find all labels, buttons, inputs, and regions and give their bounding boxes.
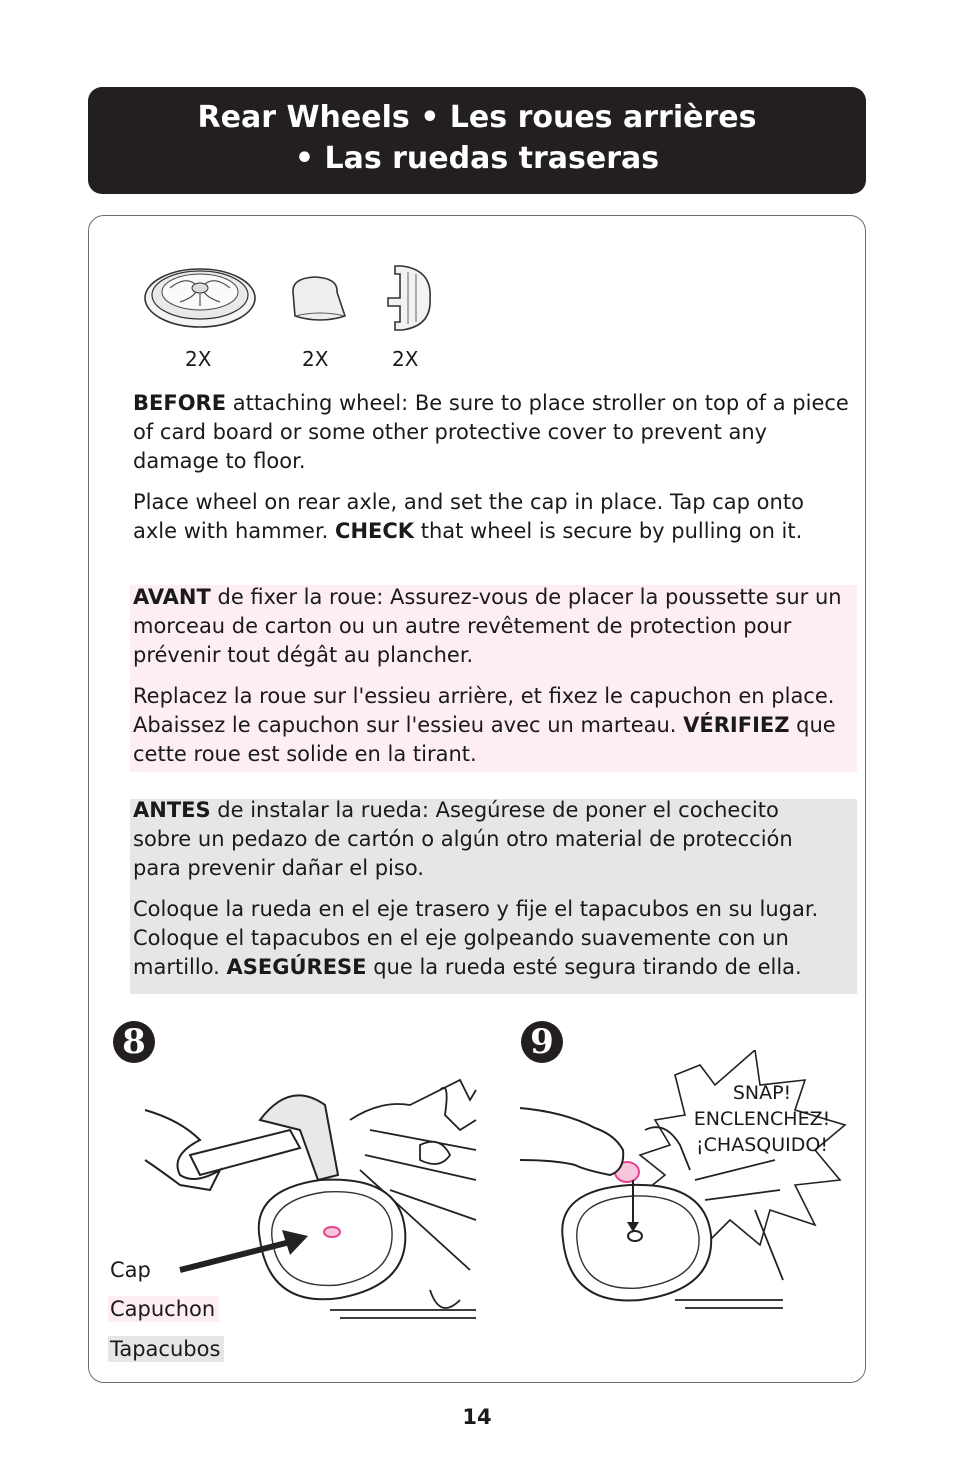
french-replacez-text: Replacez la roue sur l'essieu arrière, et fixez le capuchon en place. Abaissez le capuchon sur l'essieu avec un marteau. bbox=[133, 684, 835, 737]
spanish-asegurese-text: que la rueda esté segura tirando de ella. bbox=[366, 955, 802, 979]
french-paragraph-1 bbox=[133, 583, 853, 670]
spanish-coloque-text: Coloque la rueda en el eje trasero y fije el tapacubos en su lugar. Coloque el tapacubos en el eje golpeando suavemente con un martillo. bbox=[133, 897, 819, 979]
step-8-illustration bbox=[140, 1060, 480, 1330]
wheel-part-icon bbox=[145, 269, 255, 327]
french-verifiez-text: que cette roue est solide en la tirant. bbox=[133, 713, 836, 766]
french-avant-bold: AVANT bbox=[133, 585, 211, 609]
header-title-line1: Rear Wheels • Les roues arrières bbox=[197, 100, 757, 135]
english-check-text: that wheel is secure by pulling on it. bbox=[414, 519, 803, 543]
wheel-drawing-9 bbox=[562, 1185, 711, 1301]
clip-part-icon bbox=[388, 266, 430, 330]
spanish-antes-text: de instalar la rueda: Asegúrese de poner el cochecito sobre un pedazo de cartón o algún otro material de protección para prevenir dañar el piso. bbox=[133, 798, 793, 880]
cap-quantity: 2X bbox=[302, 347, 329, 371]
wheel-drawing bbox=[259, 1180, 406, 1300]
spanish-antes-bold: ANTES bbox=[133, 798, 211, 822]
english-paragraph-1 bbox=[133, 389, 853, 476]
cap-label-fr: Capuchon bbox=[108, 1296, 219, 1322]
clip-quantity: 2X bbox=[392, 347, 419, 371]
english-before-text: attaching wheel: Be sure to place stroller on top of a piece of card board or some other protective cover to prevent any damage to floor. bbox=[133, 391, 849, 473]
parts-list-illustration bbox=[140, 258, 440, 338]
french-paragraph-2 bbox=[133, 682, 853, 769]
cap-part-icon bbox=[293, 277, 345, 320]
cap-label-en: Cap bbox=[110, 1258, 151, 1282]
english-check-bold: CHECK bbox=[335, 519, 415, 543]
english-place-text: Place wheel on rear axle, and set the cap in place. Tap cap onto axle with hammer. bbox=[133, 490, 804, 543]
english-before-bold: BEFORE bbox=[133, 391, 227, 415]
hand-drawing-9 bbox=[520, 1108, 623, 1175]
spanish-paragraph-1 bbox=[133, 796, 833, 883]
snap-text-es: ¡CHASQUIDO! bbox=[696, 1134, 828, 1156]
spanish-paragraph-2 bbox=[133, 895, 833, 982]
hammer-drawing bbox=[190, 1095, 338, 1180]
page-number: 14 bbox=[462, 1405, 492, 1429]
header-title-line2: • Las ruedas traseras bbox=[294, 141, 660, 176]
snap-text-en: SNAP! bbox=[732, 1082, 792, 1104]
french-avant-text: de fixer la roue: Assurez-vous de placer la poussette sur un morceau de carton ou un autre revêtement de protection pour prévenir tout dégât au plancher. bbox=[133, 585, 842, 667]
english-paragraph-2 bbox=[133, 488, 853, 546]
step-9-badge: 9 bbox=[521, 1021, 563, 1063]
spanish-asegurese-bold: ASEGÚRESE bbox=[226, 955, 367, 979]
section-header bbox=[88, 87, 866, 194]
snap-text-fr: ENCLENCHEZ! bbox=[693, 1108, 831, 1130]
snap-callout bbox=[680, 1080, 844, 1158]
wheel-quantity: 2X bbox=[185, 347, 212, 371]
step-8-badge: 8 bbox=[113, 1021, 155, 1063]
cap-label-es: Tapacubos bbox=[108, 1336, 224, 1362]
french-verifiez-bold: VÉRIFIEZ bbox=[683, 713, 790, 737]
